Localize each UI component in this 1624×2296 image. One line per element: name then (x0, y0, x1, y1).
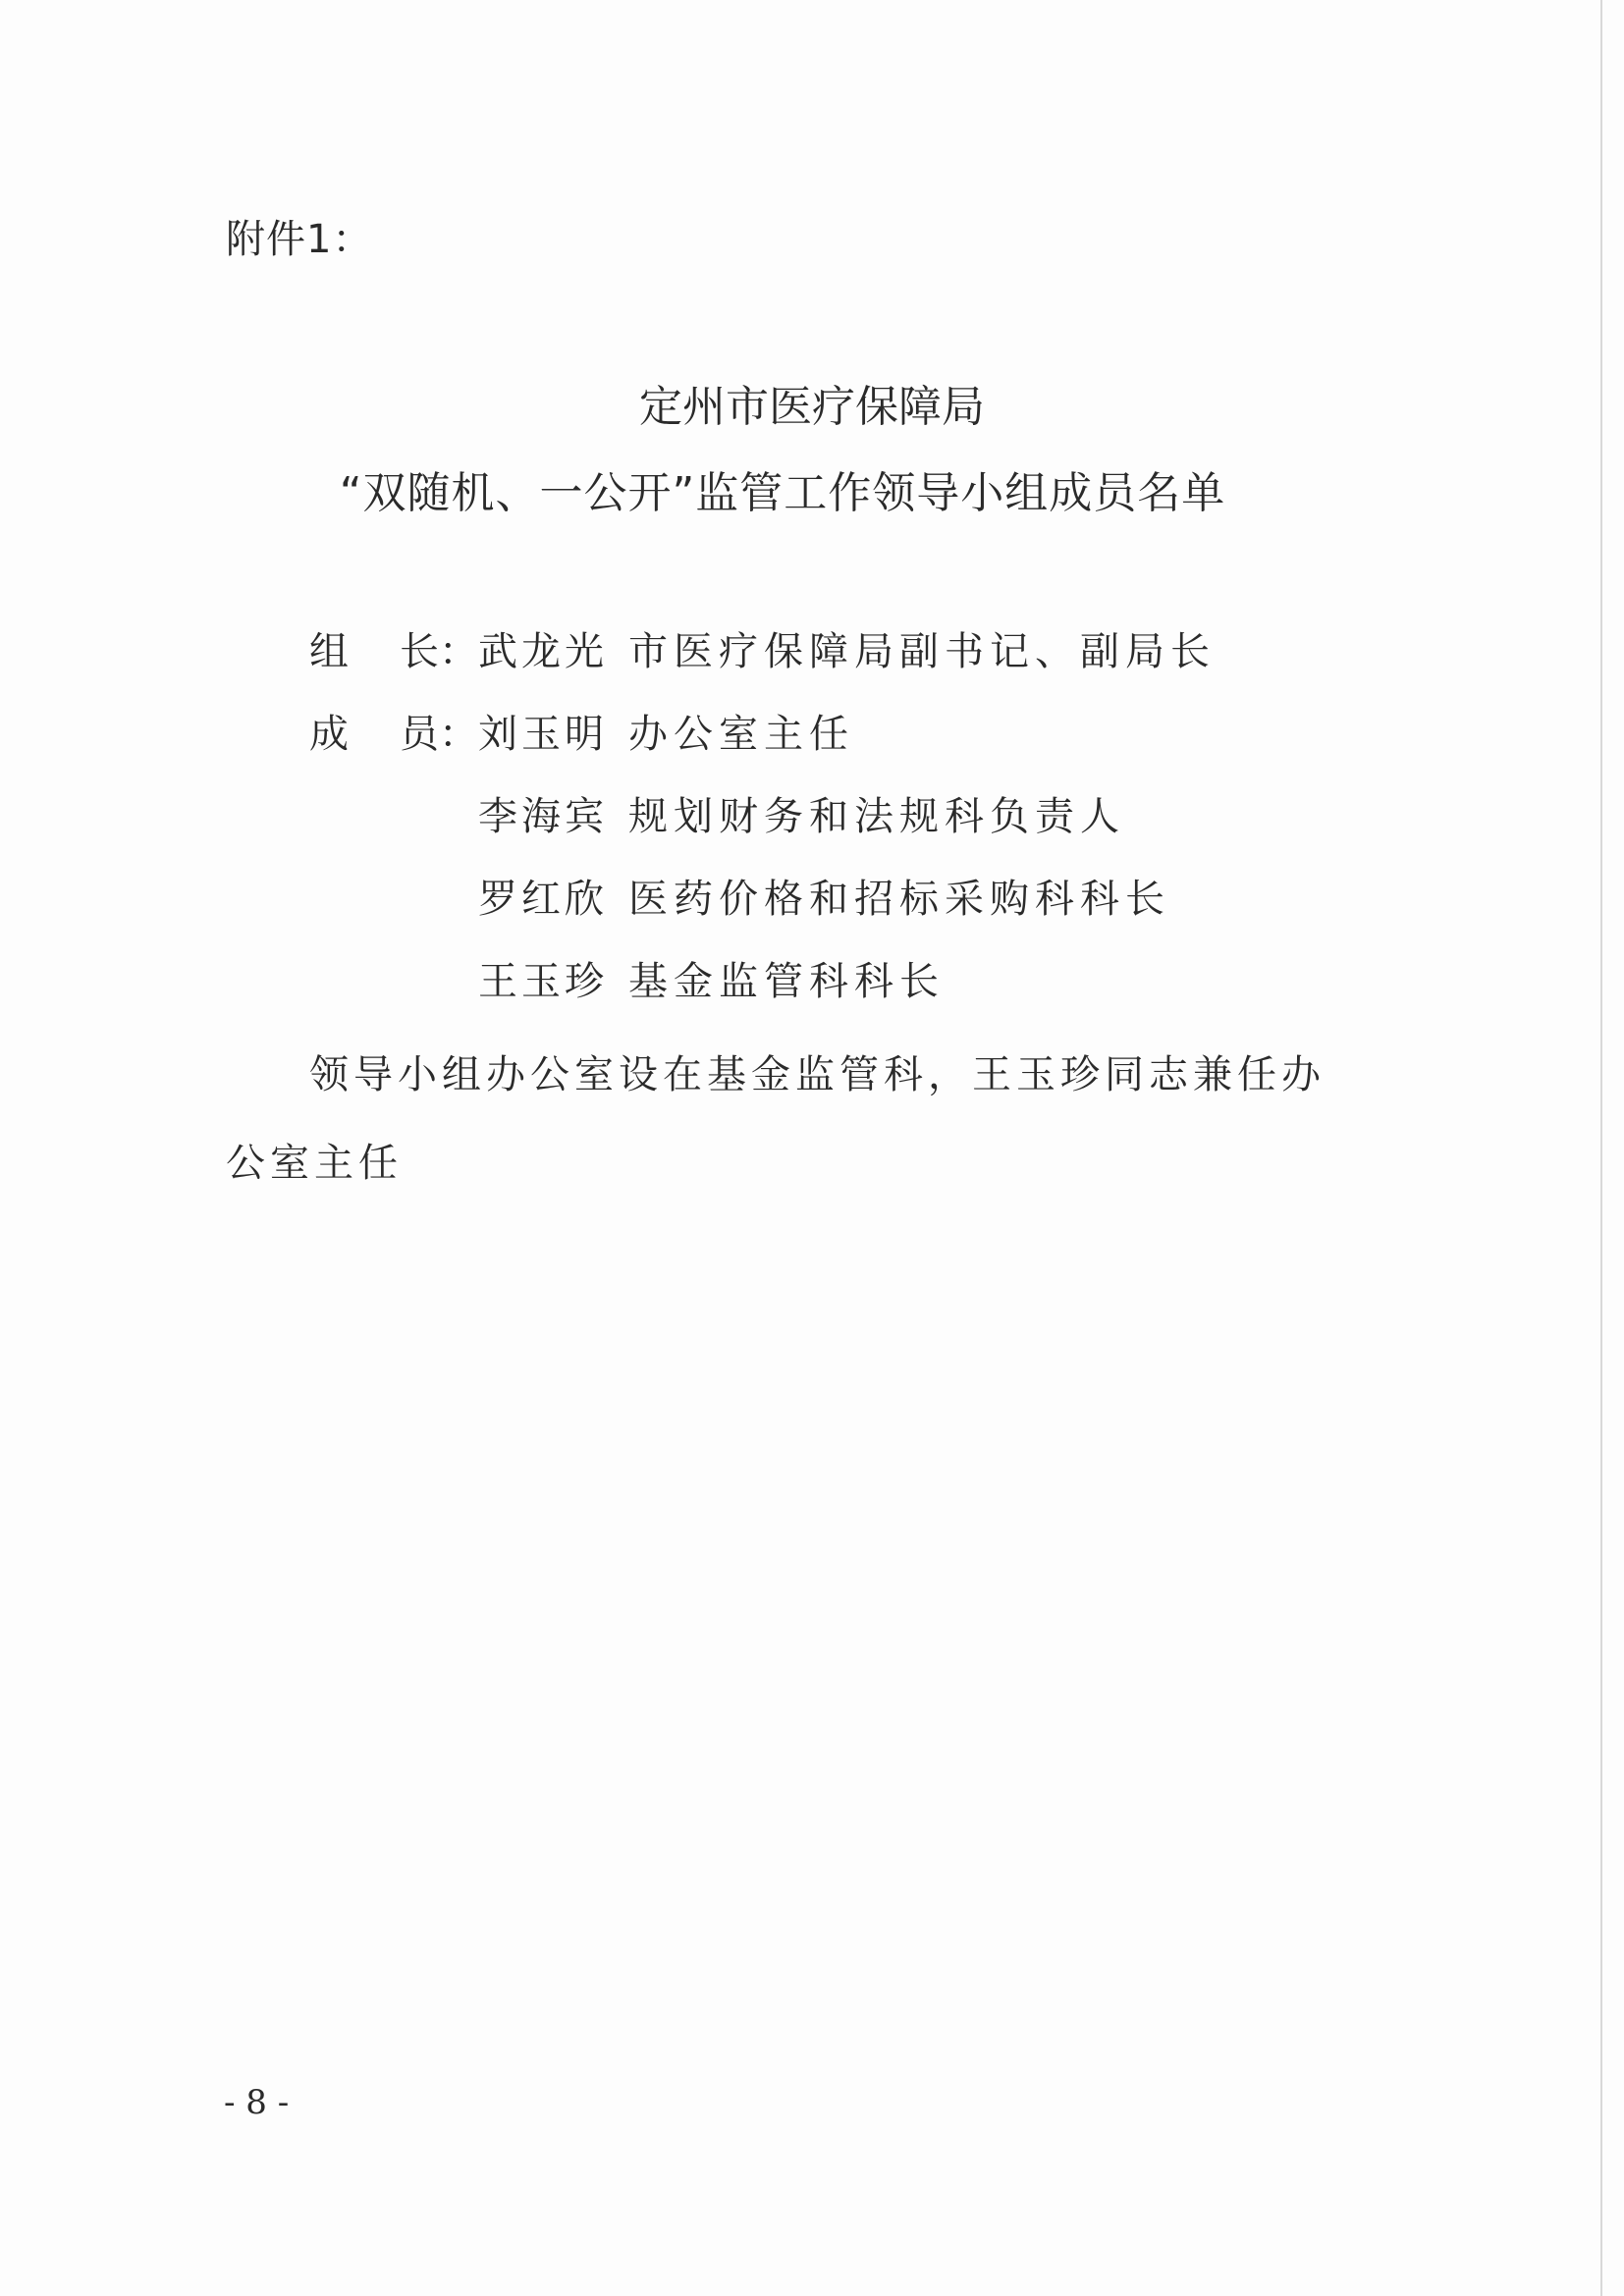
attachment-label: 附件1： (226, 217, 373, 262)
member-position: 基金监管科科长 (628, 959, 945, 1004)
member-position: 规划财务和法规科负责人 (628, 794, 1125, 839)
document-title-list: “双随机、一公开”监管工作领导小组成员名单 (339, 468, 1226, 518)
document-page: 附件1： 定州市医疗保障局 “双随机、一公开”监管工作领导小组成员名单 组 长： 武龙光 市医疗保障局副书记、副局长 成 员： 刘玉明 办公室主任 李海宾 规划财务和法规科负责人 罗红欣 医药价格和招标采购科科长 王玉珍 基金监管科科长 领导小组办公室设在基金监管科，王玉珍同志兼任办公室主任 - 8 - (0, 0, 1624, 2296)
member-name: 武龙光 (478, 629, 608, 674)
page-number: - 8 - (224, 2083, 290, 2122)
scan-edge-line (1600, 0, 1602, 2296)
member-position: 办公室主任 (628, 712, 854, 757)
document-title-organization: 定州市医疗保障局 (639, 382, 985, 432)
member-name: 王玉珍 (478, 959, 608, 1004)
member-name: 李海宾 (478, 794, 608, 839)
closing-paragraph: 领导小组办公室设在基金监管科，王玉珍同志兼任办公室主任 (226, 1052, 1326, 1186)
member-name: 罗红欣 (478, 877, 608, 922)
member-name: 刘玉明 (478, 712, 608, 757)
member-position: 医药价格和招标采购科科长 (628, 877, 1170, 922)
member-position: 市医疗保障局副书记、副局长 (628, 629, 1216, 674)
